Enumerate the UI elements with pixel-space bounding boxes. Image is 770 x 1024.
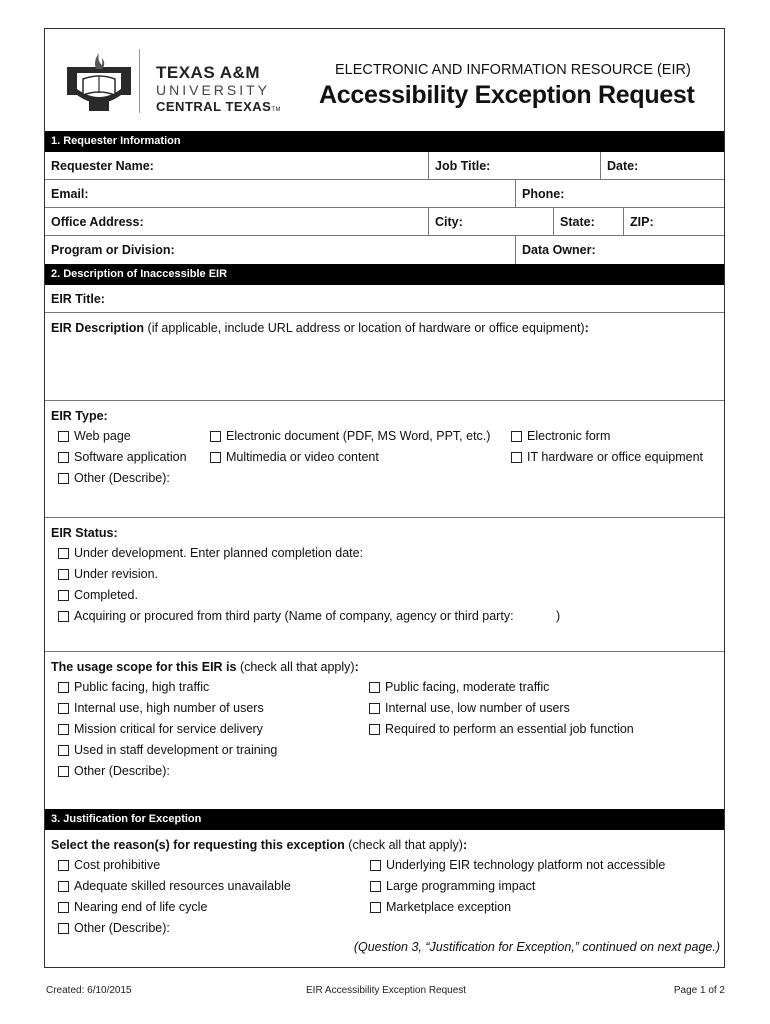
checkbox-icon[interactable]: [58, 860, 69, 871]
university-name-line3: CENTRAL TEXASTM: [156, 99, 281, 114]
reason-end-of-life[interactable]: Nearing end of life cycle: [58, 900, 207, 914]
checkbox-icon[interactable]: [511, 452, 522, 463]
usage-internal-high[interactable]: Internal use, high number of users: [58, 701, 264, 715]
reason-marketplace-exception[interactable]: Marketplace exception: [370, 900, 511, 914]
eir-description-label: EIR Description (if applicable, include URL address or location of hardware or office equipment):: [51, 321, 589, 335]
zip-field[interactable]: ZIP:: [623, 208, 726, 235]
address-row: [45, 208, 724, 236]
checkbox-icon[interactable]: [58, 590, 69, 601]
eir-status-under-development[interactable]: Under development. Enter planned completion date:: [58, 546, 363, 560]
university-name-line1: TEXAS A&M: [156, 63, 260, 82]
trademark-symbol: TM: [271, 107, 281, 113]
eir-type-multimedia[interactable]: Multimedia or video content: [210, 450, 379, 464]
eir-status-label: EIR Status:: [51, 526, 118, 540]
eir-title-row: [45, 285, 724, 313]
phone-field[interactable]: Phone:: [515, 180, 726, 207]
eir-type-web-page[interactable]: Web page: [58, 429, 131, 443]
usage-public-moderate[interactable]: Public facing, moderate traffic: [369, 680, 549, 694]
eir-status-completed[interactable]: Completed.: [58, 588, 138, 602]
status-close-paren: ): [556, 609, 561, 623]
footer-doc-name: EIR Accessibility Exception Request: [306, 985, 467, 996]
footer-page-number: Page 1 of 2: [673, 985, 725, 996]
logo-divider: [139, 49, 140, 113]
eir-type-electronic-form[interactable]: Electronic form: [511, 429, 610, 443]
eir-type-software-application[interactable]: Software application: [58, 450, 187, 464]
eir-status-row: [45, 518, 724, 652]
footer-created: Created: 6/10/2015: [46, 985, 132, 996]
email-field[interactable]: Email:: [51, 187, 89, 201]
checkbox-icon[interactable]: [58, 724, 69, 735]
data-owner-field[interactable]: Data Owner:: [515, 236, 726, 264]
checkbox-icon[interactable]: [58, 452, 69, 463]
checkbox-icon[interactable]: [58, 703, 69, 714]
usage-mission-critical[interactable]: Mission critical for service delivery: [58, 722, 263, 736]
eir-type-row: [45, 401, 724, 518]
eir-type-it-hardware[interactable]: IT hardware or office equipment: [511, 450, 703, 464]
section2-heading: 2. Description of Inaccessible EIR: [45, 264, 724, 285]
eir-title-field[interactable]: EIR Title:: [51, 292, 105, 306]
eir-status-third-party[interactable]: Acquiring or procured from third party (Name of company, agency or third party:: [58, 609, 514, 623]
date-field[interactable]: Date:: [600, 152, 726, 179]
city-field[interactable]: City:: [428, 208, 553, 235]
email-row: [45, 180, 724, 208]
eir-type-other[interactable]: Other (Describe):: [58, 471, 170, 485]
section1-heading: 1. Requester Information: [45, 131, 724, 152]
usage-scope-label: The usage scope for this EIR is (check all that apply):: [51, 660, 359, 674]
checkbox-icon[interactable]: [58, 611, 69, 622]
checkbox-icon[interactable]: [58, 766, 69, 777]
program-row: [45, 236, 724, 264]
checkbox-icon[interactable]: [369, 682, 380, 693]
checkbox-icon[interactable]: [370, 860, 381, 871]
reason-resources-unavailable[interactable]: Adequate skilled resources unavailable: [58, 879, 291, 893]
form-header: [45, 29, 724, 131]
continued-note: (Question 3, “Justification for Exception,” continued on next page.): [353, 940, 720, 954]
university-name-line2: UNIVERSITY: [156, 82, 271, 98]
usage-other[interactable]: Other (Describe):: [58, 764, 170, 778]
eir-type-electronic-document[interactable]: Electronic document (PDF, MS Word, PPT, etc.): [210, 429, 490, 443]
reason-platform-not-accessible[interactable]: Underlying EIR technology platform not accessible: [370, 858, 665, 872]
form-page: [44, 28, 725, 968]
requester-name-field[interactable]: Requester Name:: [51, 159, 154, 173]
checkbox-icon[interactable]: [369, 703, 380, 714]
checkbox-icon[interactable]: [58, 902, 69, 913]
eir-status-under-revision[interactable]: Under revision.: [58, 567, 158, 581]
checkbox-icon[interactable]: [58, 923, 69, 934]
checkbox-icon[interactable]: [58, 548, 69, 559]
state-field[interactable]: State:: [553, 208, 623, 235]
checkbox-icon[interactable]: [511, 431, 522, 442]
office-address-field[interactable]: Office Address:: [51, 215, 144, 229]
usage-essential-job[interactable]: Required to perform an essential job function: [369, 722, 634, 736]
checkbox-icon[interactable]: [58, 682, 69, 693]
form-subtitle: ELECTRONIC AND INFORMATION RESOURCE (EIR): [335, 62, 691, 78]
eir-type-label: EIR Type:: [51, 409, 108, 423]
checkbox-icon[interactable]: [210, 452, 221, 463]
checkbox-icon[interactable]: [369, 724, 380, 735]
usage-internal-low[interactable]: Internal use, low number of users: [369, 701, 570, 715]
usage-staff-development[interactable]: Used in staff development or training: [58, 743, 277, 757]
requester-row: [45, 152, 724, 180]
usage-public-high[interactable]: Public facing, high traffic: [58, 680, 209, 694]
eir-description-row[interactable]: [45, 313, 724, 401]
job-title-field[interactable]: Job Title:: [428, 152, 600, 179]
section3-heading: 3. Justification for Exception: [45, 809, 724, 830]
university-logo-icon: [63, 49, 135, 115]
reason-other[interactable]: Other (Describe):: [58, 921, 170, 935]
reasons-label: Select the reason(s) for requesting this exception (check all that apply):: [51, 838, 468, 852]
checkbox-icon[interactable]: [58, 569, 69, 580]
checkbox-icon[interactable]: [370, 881, 381, 892]
program-division-field[interactable]: Program or Division:: [51, 243, 175, 257]
checkbox-icon[interactable]: [58, 745, 69, 756]
checkbox-icon[interactable]: [58, 431, 69, 442]
reason-large-programming-impact[interactable]: Large programming impact: [370, 879, 535, 893]
usage-scope-row: [45, 652, 724, 808]
reason-cost-prohibitive[interactable]: Cost prohibitive: [58, 858, 160, 872]
form-title: Accessibility Exception Request: [319, 81, 695, 109]
checkbox-icon[interactable]: [58, 881, 69, 892]
checkbox-icon[interactable]: [58, 473, 69, 484]
checkbox-icon[interactable]: [370, 902, 381, 913]
checkbox-icon[interactable]: [210, 431, 221, 442]
